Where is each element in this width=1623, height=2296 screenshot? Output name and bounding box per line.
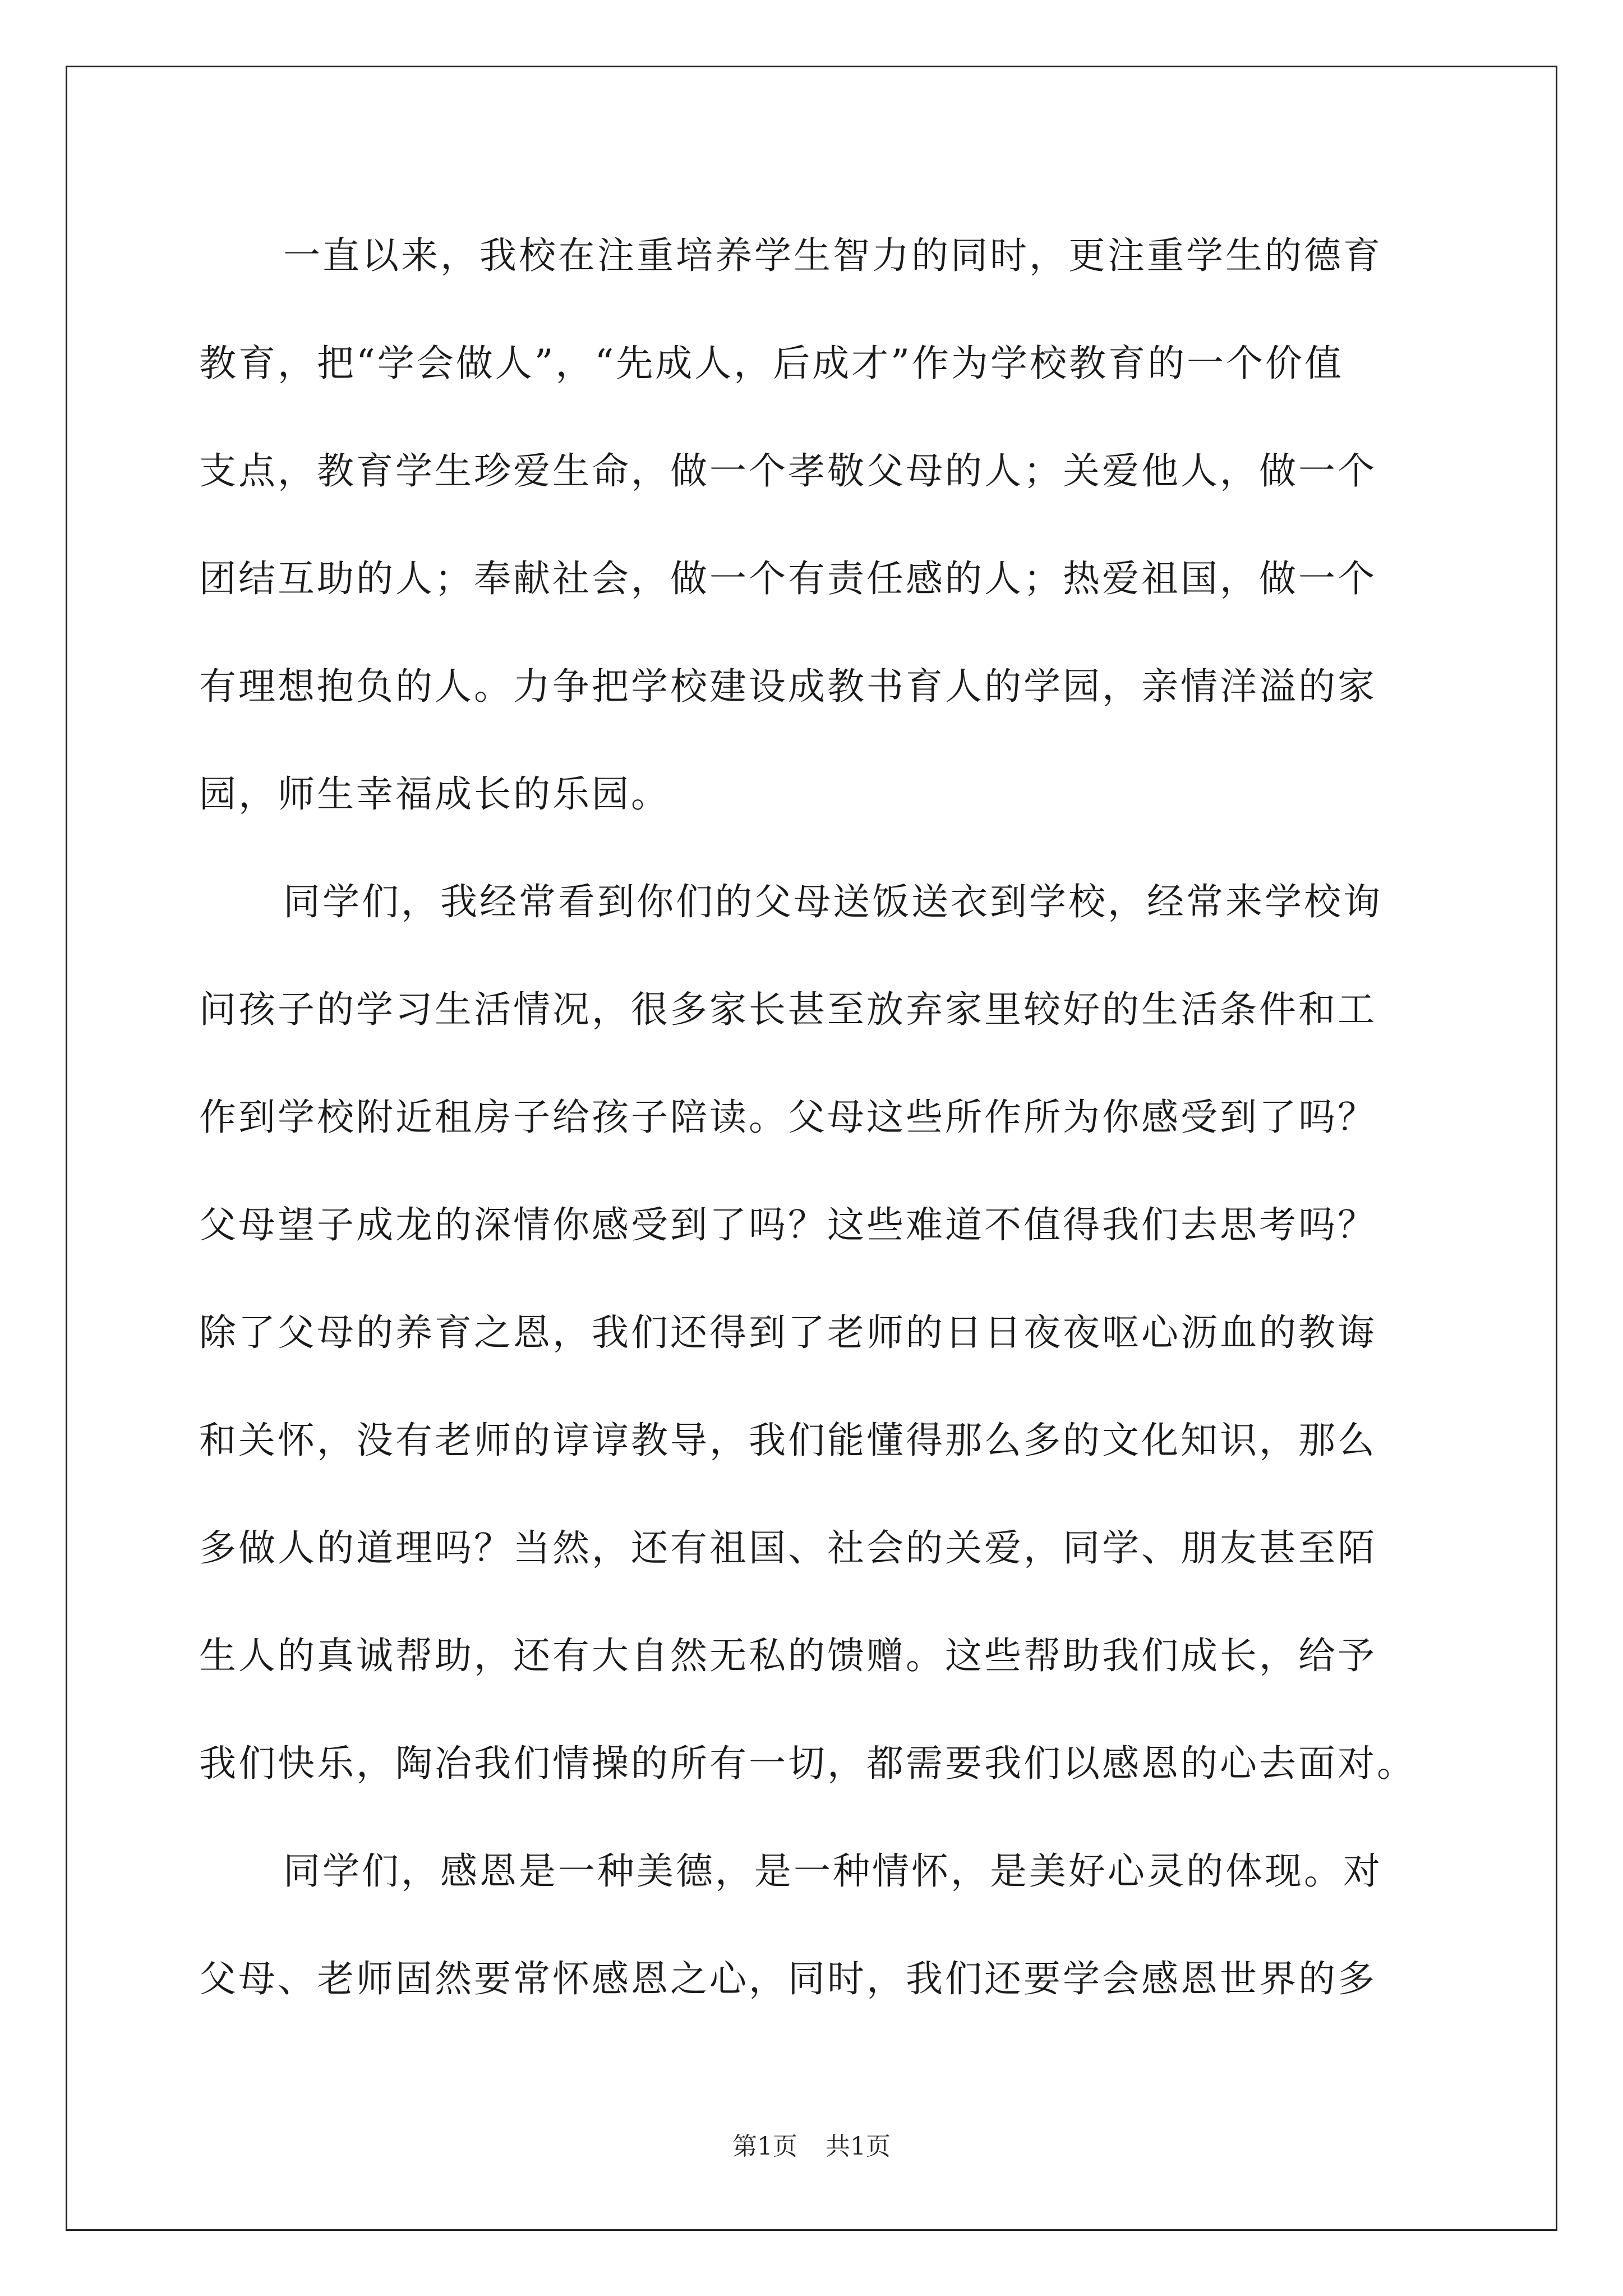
document-body: [199, 202, 1433, 2033]
paragraph-1-line-1: 一直以来，我校在注重培养学生智力的同时，更注重学生的德育: [283, 234, 1382, 277]
page-footer: [0, 2126, 1623, 2162]
paragraph-1-line-5: 有理想抱负的人。力争把学校建设成教书育人的学园，亲情洋溢的家: [199, 665, 1377, 708]
paragraph-1-line-2: 教育，把“学会做人”，“先成人，后成才”作为学校教育的一个价值: [199, 342, 1344, 385]
paragraph-2-line-1: 同学们，我经常看到你们的父母送饭送衣到学校，经常来学校询: [283, 880, 1382, 923]
page-number-current: 第1页: [732, 2132, 797, 2161]
paragraph-2-line-3: 作到学校附近租房子给孩子陪读。父母这些所作所为你感受到了吗？: [199, 1096, 1377, 1139]
paragraph-2-line-7: 多做人的道理吗？当然，还有祖国、社会的关爱，同学、朋友甚至陌: [199, 1526, 1377, 1570]
paragraph-3-line-1: 同学们，感恩是一种美德，是一种情怀，是美好心灵的体现。对: [283, 1849, 1382, 1893]
paragraph-2-line-5: 除了父母的养育之恩，我们还得到了老师的日日夜夜呕心沥血的教诲: [199, 1311, 1377, 1354]
paragraph-2-line-8: 生人的真诚帮助，还有大自然无私的馈赠。这些帮助我们成长，给予: [199, 1634, 1377, 1677]
paragraph-2-line-4: 父母望子成龙的深情你感受到了吗？这些难道不值得我们去思考吗？: [199, 1203, 1377, 1246]
paragraph-1-line-3: 支点，教育学生珍爱生命，做一个孝敬父母的人；关爱他人，做一个: [199, 449, 1377, 493]
paragraph-1-line-6: 园，师生幸福成长的乐园。: [199, 772, 670, 816]
paragraph-3-line-2: 父母、老师固然要常怀感恩之心，同时，我们还要学会感恩世界的多: [199, 1957, 1377, 2000]
paragraph-1-line-4: 团结互助的人；奉献社会，做一个有责任感的人；热爱祖国，做一个: [199, 557, 1377, 600]
page-number-total: 共1页: [826, 2132, 891, 2161]
paragraph-2-line-9: 我们快乐，陶冶我们情操的所有一切，都需要我们以感恩的心去面对。: [199, 1742, 1416, 1785]
paragraph-2-line-6: 和关怀，没有老师的谆谆教导，我们能懂得那么多的文化知识，那么: [199, 1419, 1377, 1462]
paragraph-2-line-2: 问孩子的学习生活情况，很多家长甚至放弃家里较好的生活条件和工: [199, 988, 1377, 1031]
